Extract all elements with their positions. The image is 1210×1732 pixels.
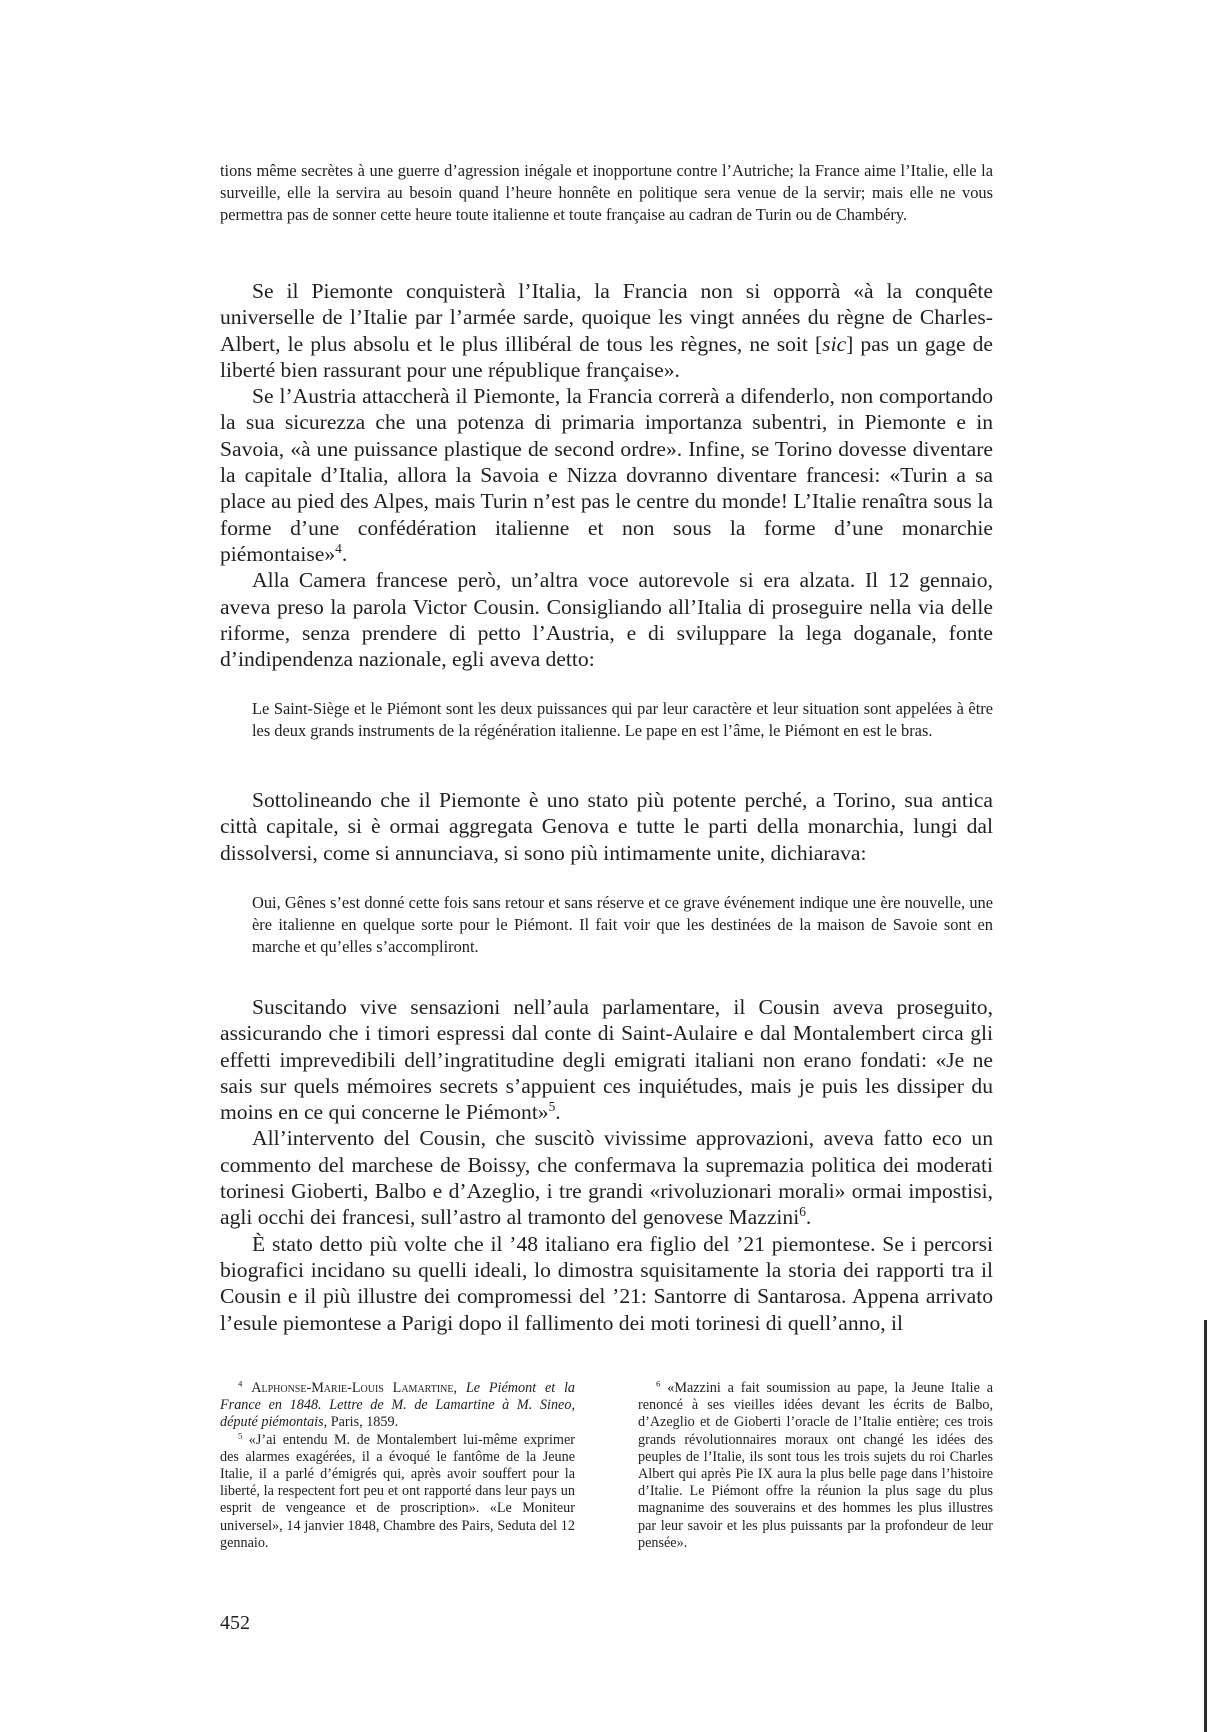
continued-block-quote: tions même secrètes à une guerre d’agression inégale et inopportune contre l’Autriche; la France aime l’Italie, elle la surveille, elle la servira au besoin quand l’heure honnête en politique sera venue de la servir; mais elle ne vous permettra pas de sonner cette heure toute italienne et toute française au cadran de Turin ou de Chambéry. [220,161,993,224]
paragraph-2: Se l’Austria attaccherà il Piemonte, la Francia correrà a difenderlo, non comportando la sua sicurezza che una potenza di primaria importanza subentri, in Piemonte e in Savoia, «à une puissance plastique de second ordre». Infine, se Torino dovesse diventare la capitale d’Italia, allora la Savoia e Nizza dovranno diventare francesi: «Turin a sa place au pied des Alpes, mais Turin n’est pas le centre du monde! L’Italie renaîtra sous la forme d’une confédération italienne et non sous la forme d’une monarchie piémontaise»$^4$. [220,384,993,566]
footnote-5: $^5$ «J’ai entendu M. de Montalembert lui-même exprimer des alarmes exagérées, il a évoqué le fantôme de la Jeune Italie, il a parlé d’émigrés qui, après avoir souffert pour la liberté, la respectent fort peu et ont rapporté dans leur pays un esprit de vengeance et de proscription». «Le Moniteur universel», 14 janvier 1848, Chambre des Pairs, Seduta del 12 gennaio. [220,1429,575,1551]
footnote-ref-5: 5 [548,1099,556,1114]
paragraph-5: Suscitando vive sensazioni nell’aula parlamentare, il Cousin aveva proseguito, assicurando che i timori espressi dal conte di Saint-Aulaire e dal Montalembert circa gli effetti imprevedibili dell’ingratitudine degli emigrati italiani non erano fondati: «Je ne sais sur quels mémoires secrets s’appuient ces inquiétudes, mais je puis les dissiper du moins en ce qui concerne le Piémont»$^5$. [220,995,993,1125]
body-text-upper [220,278,993,672]
paragraph-3: Alla Camera francese però, un’altra voce autorevole si era alzata. Il 12 gennaio, aveva preso la parola Victor Cousin. Consigliando all’Italia di proseguire nella via delle riforme, senza prendere di petto l’Austria, e di sviluppare la lega doganale, fonte d’indipendenza nazionale, egli aveva detto: [220,568,993,672]
footnote-6: $^6$ «Mazzini a fait soumission au pape, la Jeune Italie a renoncé à ses vieilles idées devant les écrits de Balbo, d’Azeglio et de Gioberti l’oracle de l’Italie entière; ces trois grands révolutionnaires moraux ont changé les idées des peuples de l’Italie, ils sont tous les trois sujets du roi Charles Albert qui après Pie IX aura la plus belle page dans l’histoire d’Italie. Le Piémont offre la réunion la plus sage du plus magnanime des souverains et des hommes les plus illustres par leur savoir et les plus puissants par la profondeur de leur pensée». [638,1378,993,1551]
page-number: 452 [220,1612,250,1634]
footnote-ref-4: 4 [335,540,342,556]
block-quote-2: Oui, Gênes s’est donné cette fois sans retour et sans réserve et ce grave événement indique une ère nouvelle, une ère italienne en quelque sorte pour le Piémont. Il fait voir que les destinées de la maison de Savoie sont en marche et qu’elles s’accompliront. [252,893,993,956]
footnotes-right-column [638,1380,993,1552]
paragraph-4: Sottolineando che il Piemonte è uno stato più potente perché, a Torino, sua antica città capitale, si è ormai aggregata Genova e tutte le parti della monarchia, lungi dal dissolversi, come si annunciava, si sono più intimamente unite, dichiarava: [220,788,993,865]
footnote-ref-6: 6 [799,1204,806,1220]
footnotes-left-column [220,1380,575,1552]
paragraph-6: All’intervento del Cousin, che suscitò vivissime approvazioni, aveva fatto eco un commento del marchese de Boissy, che confermava la supremazia politica dei moderati torinesi Gioberti, Balbo e d’Azeglio, i tre grandi «rivoluzionari morali» ormai impostisi, agli occhi dei francesi, sull’astro al tramonto del genovese Mazzini$^6$. [220,1126,993,1230]
block-quote-1: Le Saint-Siège et le Piémont sont les deux puissances qui par leur caractère et leur situation sont appelées à être les deux grands instruments de la régénération italienne. Le pape en est l’âme, le Piémont en est le bras. [252,699,993,740]
paragraph-7: È stato detto più volte che il ’48 italiano era figlio del ’21 piemontese. Se i percorsi biografici incidano su quelli ideali, lo dimostra squisitamente la storia dei rapporti tra il Cousin e il più illustre dei compromessi del ’21: Santorre di Santarosa. Appena arrivato l’esule piemontese a Parigi dopo il fallimento dei moti torinesi di quell’anno, il [220,1231,993,1335]
footnote-4: $^4$ Alphonse-Marie-Louis Lamartine, Le Piémont et la France en 1848. Lettre de M. de Lamartine à M. Sineo, député piémontais, Paris, 1859. [220,1378,576,1431]
body-text-lower [220,994,993,1336]
paragraph-1: Se il Piemonte conquisterà l’Italia, la Francia non si opporrà «à la conquête universelle de l’Italie par l’armée sarde, quoique les vingt années du règne de Charles-Albert, le plus absolu et le plus illibéral de tous les règnes, ne soit [sic] pas un gage de liberté bien rassurant pour une république française». [220,279,994,382]
page-edge-shadow [1204,1320,1207,1732]
